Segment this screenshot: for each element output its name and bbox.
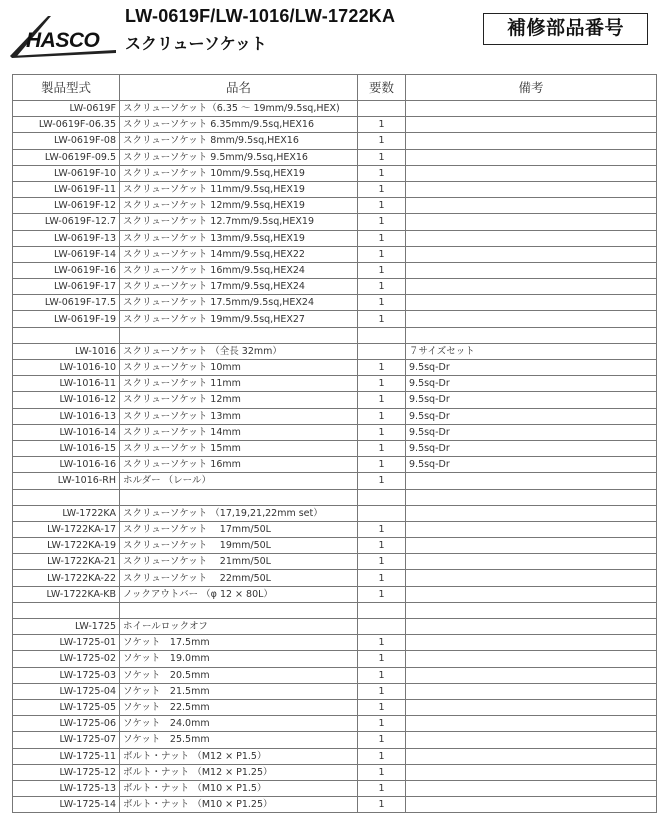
cell-note <box>406 716 657 732</box>
table-row <box>13 602 657 618</box>
cell-model: LW-1725-02 <box>13 651 120 667</box>
cell-name: ボルト・ナット （M12 × P1.5） <box>120 748 358 764</box>
cell-model: LW-1725-12 <box>13 764 120 780</box>
table-row <box>13 424 657 440</box>
cell-note <box>406 295 657 311</box>
cell-name: ノックアウトバー （φ 12 × 80L） <box>120 586 358 602</box>
cell-note: 9.5sq-Dr <box>406 440 657 456</box>
table-body <box>13 101 657 813</box>
cell-name: ソケット 22.5mm <box>120 699 358 715</box>
cell-model: LW-1722KA-22 <box>13 570 120 586</box>
cell-model: LW-1725-04 <box>13 683 120 699</box>
table-row <box>13 149 657 165</box>
table-row <box>13 780 657 796</box>
cell-name: スクリューソケット（6.35 ～ 19mm/9.5sq,HEX) <box>120 101 358 117</box>
cell-note <box>406 635 657 651</box>
table-row <box>13 505 657 521</box>
cell-model: LW-0619F-11 <box>13 181 120 197</box>
cell-qty <box>358 489 406 505</box>
cell-note: 9.5sq-Dr <box>406 424 657 440</box>
cell-qty <box>358 602 406 618</box>
cell-note <box>406 570 657 586</box>
cell-name: ソケット 25.5mm <box>120 732 358 748</box>
cell-note <box>406 230 657 246</box>
cell-qty <box>358 343 406 359</box>
cell-name <box>120 327 358 343</box>
cell-qty: 1 <box>358 473 406 489</box>
cell-name: スクリューソケット 17mm/9.5sq,HEX24 <box>120 279 358 295</box>
cell-note <box>406 538 657 554</box>
cell-note <box>406 683 657 699</box>
table-row <box>13 343 657 359</box>
table-row <box>13 554 657 570</box>
cell-qty: 1 <box>358 764 406 780</box>
cell-name: スクリューソケット 9.5mm/9.5sq,HEX16 <box>120 149 358 165</box>
parts-number-label: 補修部品番号 <box>483 13 648 45</box>
table-row <box>13 635 657 651</box>
cell-qty <box>358 505 406 521</box>
cell-note <box>406 149 657 165</box>
cell-model: LW-1725-03 <box>13 667 120 683</box>
cell-note <box>406 748 657 764</box>
cell-model: LW-1725-11 <box>13 748 120 764</box>
table-row <box>13 570 657 586</box>
cell-name: ソケット 20.5mm <box>120 667 358 683</box>
cell-model: LW-0619F-06.35 <box>13 117 120 133</box>
table-row <box>13 521 657 537</box>
cell-note <box>406 797 657 813</box>
cell-name: スクリューソケット 17.5mm/9.5sq,HEX24 <box>120 295 358 311</box>
table-row <box>13 311 657 327</box>
cell-model: LW-1016-10 <box>13 360 120 376</box>
cell-qty: 1 <box>358 699 406 715</box>
cell-qty: 1 <box>358 117 406 133</box>
cell-model: LW-1016-11 <box>13 376 120 392</box>
cell-name: スクリューソケット 16mm <box>120 457 358 473</box>
cell-name: スクリューソケット 13mm/9.5sq,HEX19 <box>120 230 358 246</box>
table-row <box>13 117 657 133</box>
cell-model: LW-0619F-12 <box>13 198 120 214</box>
cell-model: LW-0619F-10 <box>13 165 120 181</box>
cell-name: ソケット 17.5mm <box>120 635 358 651</box>
cell-qty: 1 <box>358 716 406 732</box>
cell-name: スクリューソケット 12mm <box>120 392 358 408</box>
cell-model: LW-1725-05 <box>13 699 120 715</box>
column-header-model: 製品型式 <box>13 75 120 101</box>
table-row <box>13 440 657 456</box>
cell-qty: 1 <box>358 246 406 262</box>
cell-model: LW-0619F-12.7 <box>13 214 120 230</box>
cell-qty: 1 <box>358 230 406 246</box>
cell-qty: 1 <box>358 748 406 764</box>
table-row <box>13 165 657 181</box>
cell-note: 9.5sq-Dr <box>406 360 657 376</box>
cell-note <box>406 246 657 262</box>
cell-note <box>406 101 657 117</box>
cell-model: LW-0619F-13 <box>13 230 120 246</box>
cell-note <box>406 651 657 667</box>
table-row <box>13 181 657 197</box>
cell-qty: 1 <box>358 360 406 376</box>
cell-qty: 1 <box>358 198 406 214</box>
table-row <box>13 214 657 230</box>
cell-qty: 1 <box>358 521 406 537</box>
cell-model: LW-0619F-16 <box>13 262 120 278</box>
cell-qty: 1 <box>358 797 406 813</box>
cell-qty: 1 <box>358 376 406 392</box>
table-row <box>13 101 657 117</box>
cell-model: LW-1016-14 <box>13 424 120 440</box>
page-subtitle: スクリューソケット <box>125 34 267 53</box>
cell-qty: 1 <box>358 667 406 683</box>
table-row <box>13 699 657 715</box>
table-row <box>13 473 657 489</box>
cell-model: LW-0619F-19 <box>13 311 120 327</box>
cell-note: 9.5sq-Dr <box>406 457 657 473</box>
table-row <box>13 457 657 473</box>
column-header-notes: 備考 <box>406 75 657 101</box>
cell-model <box>13 327 120 343</box>
table-row <box>13 667 657 683</box>
cell-qty: 1 <box>358 554 406 570</box>
cell-note <box>406 521 657 537</box>
table-row <box>13 327 657 343</box>
cell-name: スクリューソケット 21mm/50L <box>120 554 358 570</box>
table-row <box>13 489 657 505</box>
table-row <box>13 360 657 376</box>
column-header-name: 品名 <box>120 75 358 101</box>
cell-name: ホイールロックオフ <box>120 619 358 635</box>
table-row <box>13 619 657 635</box>
cell-qty <box>358 327 406 343</box>
cell-model: LW-1016-13 <box>13 408 120 424</box>
cell-name: ボルト・ナット （M10 × P1.5） <box>120 780 358 796</box>
cell-note <box>406 311 657 327</box>
cell-model: LW-1016-RH <box>13 473 120 489</box>
table-row <box>13 586 657 602</box>
cell-model: LW-1016-12 <box>13 392 120 408</box>
table-row <box>13 683 657 699</box>
cell-qty: 1 <box>358 408 406 424</box>
cell-model: LW-1722KA-17 <box>13 521 120 537</box>
header-row <box>13 75 657 101</box>
cell-note: 9.5sq-Dr <box>406 392 657 408</box>
cell-note <box>406 732 657 748</box>
cell-model: LW-1016 <box>13 343 120 359</box>
cell-name: スクリューソケット 11mm/9.5sq,HEX19 <box>120 181 358 197</box>
cell-name: スクリューソケット 22mm/50L <box>120 570 358 586</box>
cell-note: 9.5sq-Dr <box>406 408 657 424</box>
cell-name: スクリューソケット 19mm/9.5sq,HEX27 <box>120 311 358 327</box>
cell-qty: 1 <box>358 780 406 796</box>
cell-name: ソケット 24.0mm <box>120 716 358 732</box>
cell-qty: 1 <box>358 295 406 311</box>
table-row <box>13 392 657 408</box>
table-row <box>13 764 657 780</box>
cell-note <box>406 214 657 230</box>
cell-note <box>406 279 657 295</box>
cell-name: スクリューソケット 12mm/9.5sq,HEX19 <box>120 198 358 214</box>
cell-qty: 1 <box>358 165 406 181</box>
cell-note <box>406 489 657 505</box>
cell-note <box>406 181 657 197</box>
cell-qty: 1 <box>358 279 406 295</box>
cell-model: LW-1722KA-21 <box>13 554 120 570</box>
cell-name: スクリューソケット 14mm <box>120 424 358 440</box>
cell-qty: 1 <box>358 440 406 456</box>
cell-model: LW-1725 <box>13 619 120 635</box>
cell-qty: 1 <box>358 651 406 667</box>
cell-note <box>406 505 657 521</box>
table-row <box>13 376 657 392</box>
cell-note <box>406 262 657 278</box>
cell-qty: 1 <box>358 262 406 278</box>
cell-qty <box>358 101 406 117</box>
cell-note <box>406 619 657 635</box>
cell-note <box>406 327 657 343</box>
cell-name: スクリューソケット 10mm/9.5sq,HEX19 <box>120 165 358 181</box>
page-header <box>0 0 659 62</box>
cell-qty: 1 <box>358 538 406 554</box>
table-header <box>13 75 657 101</box>
cell-note <box>406 602 657 618</box>
cell-note <box>406 117 657 133</box>
cell-model: LW-1016-15 <box>13 440 120 456</box>
cell-name: スクリューソケット 14mm/9.5sq,HEX22 <box>120 246 358 262</box>
cell-name: スクリューソケット （17,19,21,22mm set） <box>120 505 358 521</box>
table-row <box>13 651 657 667</box>
cell-name: スクリューソケット 13mm <box>120 408 358 424</box>
cell-name: ボルト・ナット （M10 × P1.25） <box>120 797 358 813</box>
table-row <box>13 748 657 764</box>
cell-note <box>406 554 657 570</box>
cell-note <box>406 473 657 489</box>
table-row <box>13 732 657 748</box>
cell-qty <box>358 619 406 635</box>
cell-note: ７サイズセット <box>406 343 657 359</box>
cell-model: LW-1722KA-19 <box>13 538 120 554</box>
cell-model: LW-1725-06 <box>13 716 120 732</box>
cell-qty: 1 <box>358 570 406 586</box>
cell-model: LW-1725-01 <box>13 635 120 651</box>
cell-name <box>120 602 358 618</box>
cell-qty: 1 <box>358 149 406 165</box>
cell-name: ソケット 21.5mm <box>120 683 358 699</box>
cell-name: スクリューソケット 17mm/50L <box>120 521 358 537</box>
cell-model <box>13 602 120 618</box>
table-row <box>13 408 657 424</box>
cell-qty: 1 <box>358 457 406 473</box>
cell-qty: 1 <box>358 311 406 327</box>
cell-name <box>120 489 358 505</box>
cell-name: スクリューソケット 16mm/9.5sq,HEX24 <box>120 262 358 278</box>
cell-note <box>406 586 657 602</box>
column-header-qty: 要数 <box>358 75 406 101</box>
logo-text: HASCO <box>26 29 100 52</box>
cell-model <box>13 489 120 505</box>
cell-name: ソケット 19.0mm <box>120 651 358 667</box>
cell-model: LW-1722KA <box>13 505 120 521</box>
cell-note <box>406 780 657 796</box>
cell-model: LW-0619F-08 <box>13 133 120 149</box>
cell-qty: 1 <box>358 214 406 230</box>
cell-name: スクリューソケット 15mm <box>120 440 358 456</box>
table-row <box>13 279 657 295</box>
table-row <box>13 198 657 214</box>
cell-qty: 1 <box>358 392 406 408</box>
cell-qty: 1 <box>358 635 406 651</box>
cell-model: LW-0619F <box>13 101 120 117</box>
cell-model: LW-0619F-17 <box>13 279 120 295</box>
table-row <box>13 797 657 813</box>
cell-model: LW-1722KA-KB <box>13 586 120 602</box>
table-row <box>13 538 657 554</box>
cell-name: スクリューソケット 11mm <box>120 376 358 392</box>
cell-qty: 1 <box>358 683 406 699</box>
cell-name: スクリューソケット 10mm <box>120 360 358 376</box>
cell-qty: 1 <box>358 732 406 748</box>
cell-model: LW-1725-14 <box>13 797 120 813</box>
cell-qty: 1 <box>358 586 406 602</box>
table-row <box>13 246 657 262</box>
cell-note <box>406 165 657 181</box>
cell-name: スクリューソケット （全長 32mm） <box>120 343 358 359</box>
cell-model: LW-0619F-17.5 <box>13 295 120 311</box>
hasco-logo <box>8 10 120 58</box>
cell-note <box>406 699 657 715</box>
cell-name: スクリューソケット 6.35mm/9.5sq,HEX16 <box>120 117 358 133</box>
cell-note: 9.5sq-Dr <box>406 376 657 392</box>
cell-qty: 1 <box>358 133 406 149</box>
cell-name: スクリューソケット 19mm/50L <box>120 538 358 554</box>
cell-name: スクリューソケット 12.7mm/9.5sq,HEX19 <box>120 214 358 230</box>
table-row <box>13 133 657 149</box>
cell-model: LW-1016-16 <box>13 457 120 473</box>
cell-qty: 1 <box>358 181 406 197</box>
page-title: LW-0619F/LW-1016/LW-1722KA <box>125 6 396 26</box>
cell-name: ボルト・ナット （M12 × P1.25） <box>120 764 358 780</box>
cell-model: LW-1725-13 <box>13 780 120 796</box>
cell-note <box>406 667 657 683</box>
cell-note <box>406 764 657 780</box>
table-row <box>13 262 657 278</box>
cell-name: スクリューソケット 8mm/9.5sq,HEX16 <box>120 133 358 149</box>
table-row <box>13 716 657 732</box>
table-row <box>13 230 657 246</box>
cell-note <box>406 198 657 214</box>
cell-model: LW-0619F-14 <box>13 246 120 262</box>
cell-qty: 1 <box>358 424 406 440</box>
cell-model: LW-0619F-09.5 <box>13 149 120 165</box>
table-row <box>13 295 657 311</box>
parts-table <box>12 74 657 813</box>
cell-note <box>406 133 657 149</box>
cell-model: LW-1725-07 <box>13 732 120 748</box>
cell-name: ホルダー （レール） <box>120 473 358 489</box>
